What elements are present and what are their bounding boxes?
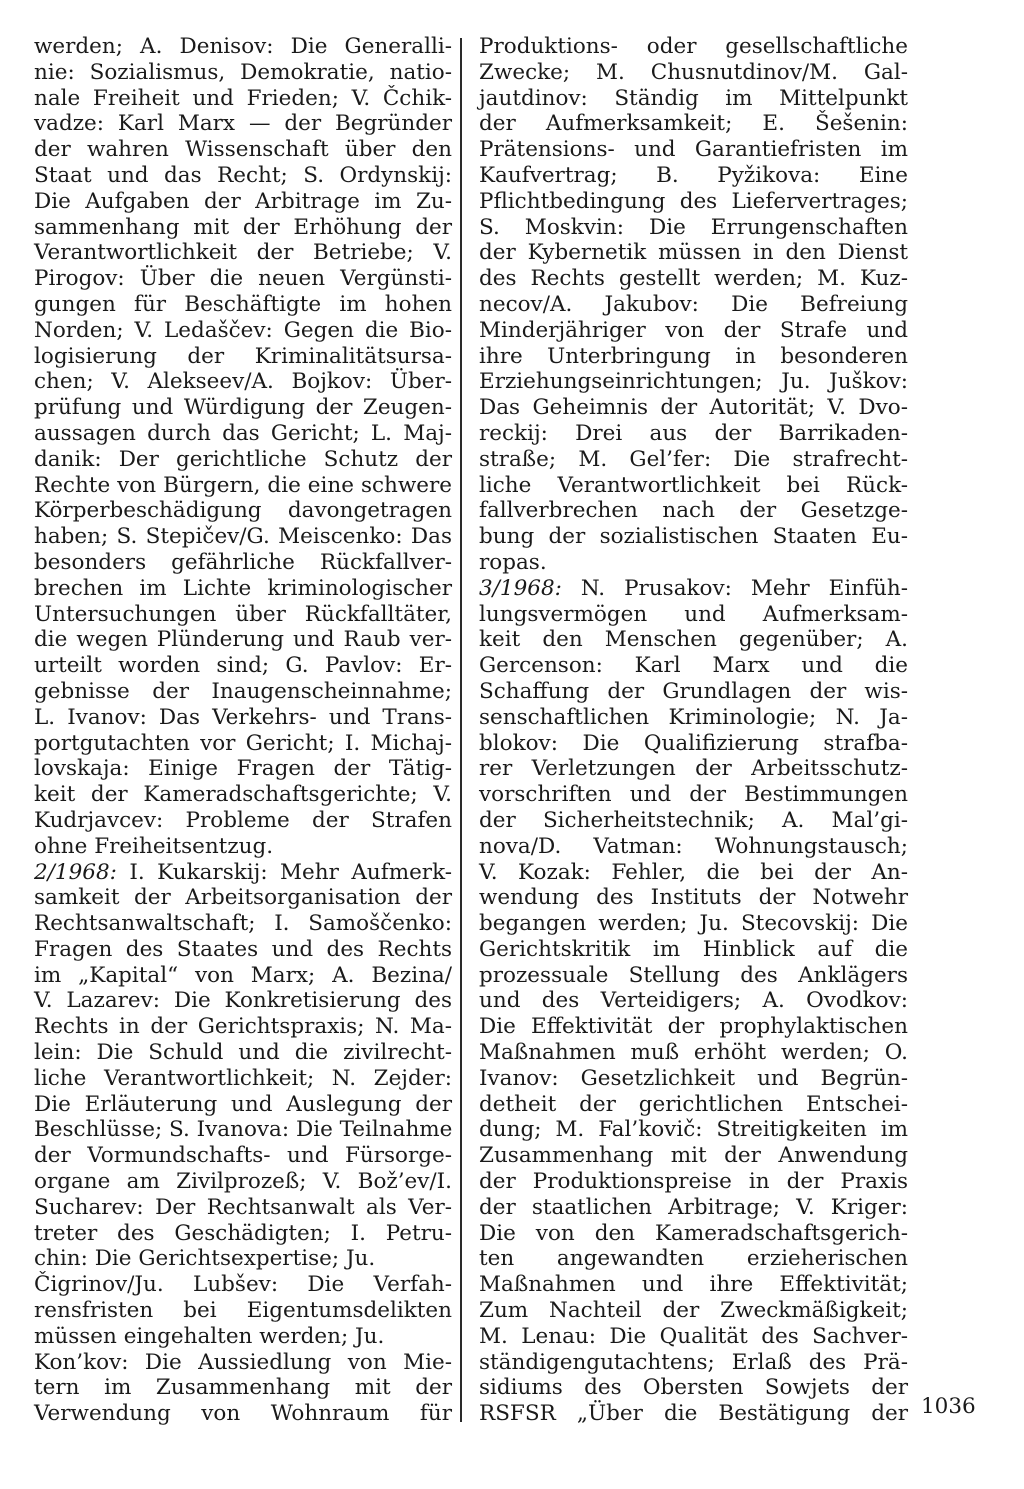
text-line: V. Lazarev: Die Konkretisierung des	[34, 988, 452, 1014]
text-line: im „Kapital“ von Marx; A. Bezina/	[34, 962, 452, 988]
text-line: keit der Kameradschaftsgerichte; V.	[34, 782, 452, 808]
text-line: Die Erläuterung und Auslegung der	[34, 1091, 452, 1117]
text-line: V. Kozak: Fehler, die bei der An-	[479, 859, 908, 885]
text-line: Rechts in der Gerichtspraxis; N. Ma-	[34, 1014, 452, 1040]
text-line: sidiums des Obersten Sowjets der	[479, 1375, 908, 1401]
text-line: liche Verantwortlichkeit; N. Zejder:	[34, 1065, 452, 1091]
text-line: Sucharev: Der Rechtsanwalt als Ver-	[34, 1194, 452, 1220]
text-line: Kudrjavcev: Probleme der Strafen	[34, 807, 452, 833]
text-line: samkeit der Arbeitsorganisation der	[34, 885, 452, 911]
text-line: Zusammenhang mit der Anwendung	[479, 1143, 908, 1169]
text-line: Zum Nachteil der Zweckmäßigkeit;	[479, 1298, 908, 1324]
text-line: lein: Die Schuld und die zivilrecht-	[34, 1040, 452, 1066]
text-line: danik: Der gerichtliche Schutz der	[34, 446, 452, 472]
text-line: des Rechts gestellt werden; M. Kuz-	[479, 266, 908, 292]
text-line: lungsvermögen und Aufmerksam-	[479, 601, 908, 627]
text-line: M. Lenau: Die Qualität des Sachver-	[479, 1323, 908, 1349]
text-line: der Vormundschafts- und Fürsorge-	[34, 1143, 452, 1169]
text-line: Kon’kov: Die Aussiedlung von Mie-	[34, 1349, 452, 1375]
text-line: der Kybernetik müssen in den Dienst	[479, 240, 908, 266]
text-line: Untersuchungen über Rückfalltäter,	[34, 601, 452, 627]
text-line: der Sicherheitstechnik; A. Mal’gi-	[479, 807, 908, 833]
text-line: chen; V. Alekseev/A. Bojkov: Über-	[34, 369, 452, 395]
text-line: werden; A. Denisov: Die Generalli-	[34, 34, 452, 59]
text-line: müssen eingehalten werden; Ju.	[34, 1323, 385, 1349]
text-line: Verwendung von Wohnraum für	[34, 1401, 452, 1427]
text-line: wendung des Instituts der Notwehr	[479, 885, 908, 911]
text-line: Produktions- oder gesellschaftliche	[479, 34, 908, 59]
text-line: S. Moskvin: Die Errungenschaften	[479, 214, 908, 240]
text-line: dung; M. Fal’kovič: Streitigkeiten im	[479, 1117, 908, 1143]
text-line: gebnisse der Inaugenscheinnahme;	[34, 678, 452, 704]
text-line: ohne Freiheitsentzug.	[34, 833, 274, 859]
text-line: reckij: Drei aus der Barrikaden-	[479, 420, 908, 446]
text-line: und des Verteidigers; A. Ovodkov:	[479, 988, 908, 1014]
text-line: jautdinov: Ständig im Mittelpunkt	[479, 85, 908, 111]
text-line: Minderjähriger von der Strafe und	[479, 317, 908, 343]
text-line: rensfristen bei Eigentumsdelikten	[34, 1298, 452, 1324]
text-line: Prätensions- und Garantiefristen im	[479, 137, 908, 163]
left-column	[34, 34, 452, 1427]
text-line: portgutachten vor Gericht; I. Michaj-	[34, 730, 452, 756]
text-line: Maßnahmen muß erhöht werden; O.	[479, 1040, 908, 1066]
text-line: Das Geheimnis der Autorität; V. Dvo-	[479, 395, 908, 421]
text-line: vadze: Karl Marx — der Begründer	[34, 111, 452, 137]
text-line: Kaufvertrag; B. Pyžikova: Eine	[479, 162, 908, 188]
text-line: Schaffung der Grundlagen der wis-	[479, 678, 908, 704]
text-line: Die Aufgaben der Arbitrage im Zu-	[34, 188, 452, 214]
text-line: organe am Zivilprozeß; V. Bož’ev/I.	[34, 1169, 452, 1195]
text-line: Körperbeschädigung davongetragen	[34, 498, 452, 524]
text-line: L. Ivanov: Das Verkehrs- und Trans-	[34, 704, 452, 730]
text-line: haben; S. Stepičev/G. Meiscenko: Das	[34, 524, 452, 550]
column-divider	[460, 38, 462, 1422]
text-line: der wahren Wissenschaft über den	[34, 137, 452, 163]
text-line: Zwecke; M. Chusnutdinov/M. Gal-	[479, 59, 908, 85]
text-line: brechen im Lichte kriminologischer	[34, 575, 452, 601]
text-line: necov/A. Jakubov: Die Befreiung	[479, 291, 908, 317]
text-line: gungen für Beschäftigte im hohen	[34, 291, 452, 317]
text-line: ten angewandten erzieherischen	[479, 1246, 908, 1272]
text-line: prozessuale Stellung des Anklägers	[479, 962, 908, 988]
text-line: urteilt worden sind; G. Pavlov: Er-	[34, 653, 452, 679]
text-line: ihre Unterbringung in besonderen	[479, 343, 908, 369]
text-line: detheit der gerichtlichen Entschei-	[479, 1091, 908, 1117]
text-line: treter des Geschädigten; I. Petru-	[34, 1220, 452, 1246]
text-line: Maßnahmen und ihre Effektivität;	[479, 1272, 908, 1298]
text-line: aussagen durch das Gericht; L. Maj-	[34, 420, 452, 446]
text-line: Die Effektivität der prophylaktischen	[479, 1014, 908, 1040]
text-line: vorschriften und der Bestimmungen	[479, 782, 908, 808]
text-line: besonders gefährliche Rückfallver-	[34, 549, 452, 575]
text-line: liche Verantwortlichkeit bei Rück-	[479, 472, 908, 498]
text-line: prüfung und Würdigung der Zeugen-	[34, 395, 452, 421]
text-line: die wegen Plünderung und Raub ver-	[34, 627, 452, 653]
text-line: Gercenson: Karl Marx und die	[479, 653, 908, 679]
text-line: senschaftlichen Kriminologie; N. Ja-	[479, 704, 908, 730]
text-line: Die von den Kameradschaftsgerich-	[479, 1220, 908, 1246]
text-line: nale Freiheit und Frieden; V. Čchik-	[34, 85, 452, 111]
text-line: Norden; V. Ledaščev: Gegen die Bio-	[34, 317, 452, 343]
text-line: RSFSR „Über die Bestätigung der	[479, 1401, 908, 1427]
text-line: Čigrinov/Ju. Lubšev: Die Verfah-	[34, 1272, 452, 1298]
text-line: Pirogov: Über die neuen Vergünsti-	[34, 266, 452, 292]
text-line: Rechte von Bürgern, die eine schwere	[34, 472, 452, 498]
text-line: bung der sozialistischen Staaten Eu-	[479, 524, 908, 550]
text-line: Ivanov: Gesetzlichkeit und Begrün-	[479, 1065, 908, 1091]
text-line: 3/1968: N. Prusakov: Mehr Einfüh-	[479, 575, 908, 601]
text-line: straße; M. Gel’fer: Die strafrecht-	[479, 446, 908, 472]
text-line: blokov: Die Qualifizierung strafba-	[479, 730, 908, 756]
text-line: Verantwortlichkeit der Betriebe; V.	[34, 240, 452, 266]
text-line: nova/D. Vatman: Wohnungstausch;	[479, 833, 908, 859]
text-line: Beschlüsse; S. Ivanova: Die Teilnahme	[34, 1117, 453, 1143]
text-line: lovskaja: Einige Fragen der Tätig-	[34, 756, 452, 782]
text-line: chin: Die Gerichtsexpertise; Ju.	[34, 1246, 376, 1272]
text-line: Pflichtbedingung des Liefervertrages;	[479, 188, 908, 214]
text-line: sammenhang mit der Erhöhung der	[34, 214, 452, 240]
text-line: der Produktionspreise in der Praxis	[479, 1169, 908, 1195]
text-line: ständigengutachtens; Erlaß des Prä-	[479, 1349, 908, 1375]
page-number: 1036	[921, 1394, 976, 1419]
text-line: Erziehungseinrichtungen; Ju. Juškov:	[479, 369, 908, 395]
text-line: 2/1968: I. Kukarskij: Mehr Aufmerk-	[34, 859, 452, 885]
text-line: Staat und das Recht; S. Ordynskij:	[34, 162, 452, 188]
text-line: nie: Sozialismus, Demokratie, natio-	[34, 59, 452, 85]
text-line: Rechtsanwaltschaft; I. Samoščenko:	[34, 911, 452, 937]
text-line: rer Verletzungen der Arbeitsschutz-	[479, 756, 908, 782]
text-line: ropas.	[479, 549, 547, 575]
text-line: Gerichtskritik im Hinblick auf die	[479, 936, 908, 962]
text-line: tern im Zusammenhang mit der	[34, 1375, 452, 1401]
text-line: logisierung der Kriminalitätsursa-	[34, 343, 452, 369]
right-column	[479, 34, 908, 1427]
text-line: der Aufmerksamkeit; E. Šešenin:	[479, 111, 908, 137]
text-line: begangen werden; Ju. Stecovskij: Die	[479, 911, 908, 937]
text-line: keit den Menschen gegenüber; A.	[479, 627, 908, 653]
text-line: Fragen des Staates und des Rechts	[34, 936, 452, 962]
text-line: fallverbrechen nach der Gesetzge-	[479, 498, 908, 524]
text-line: der staatlichen Arbitrage; V. Kriger:	[479, 1194, 908, 1220]
